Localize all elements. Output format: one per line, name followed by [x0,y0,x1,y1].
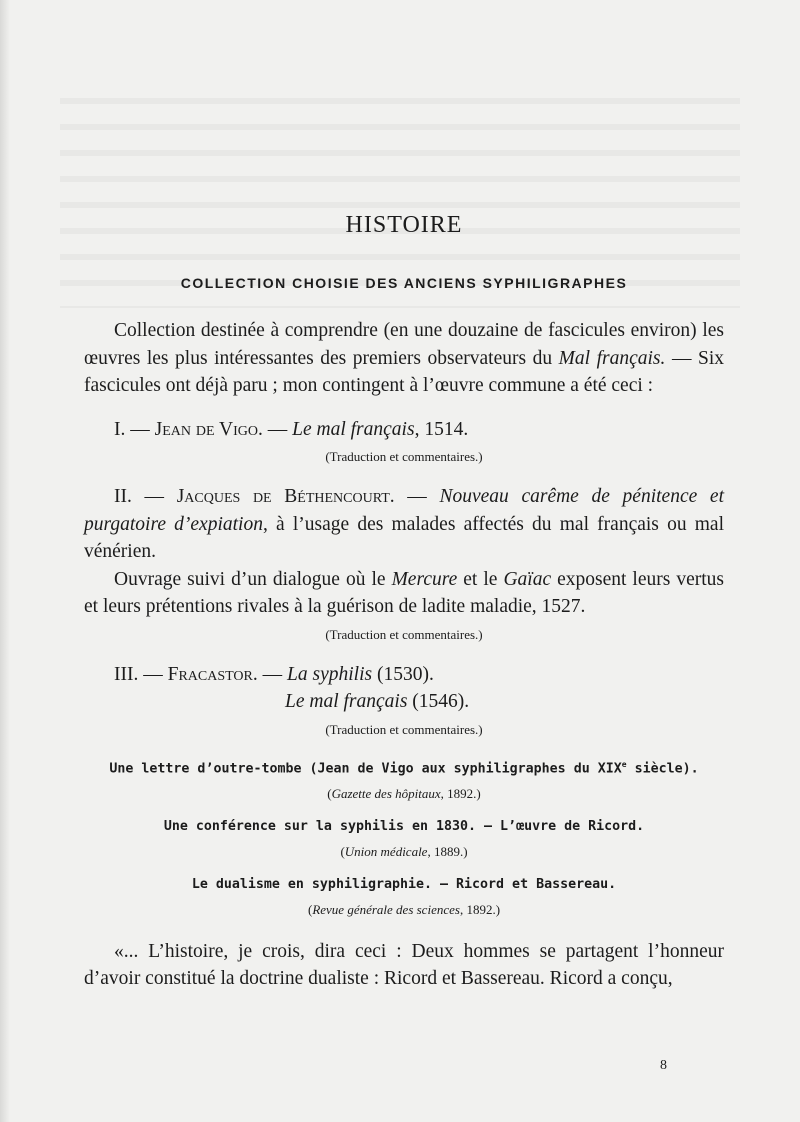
article-source-journal: Union médicale [344,843,428,859]
entry-note: (Traduction et commentaires.) [325,721,483,737]
article-source-year: , 1889.) [427,843,468,859]
entry-note: (Traduction et commentaires.) [325,626,483,642]
entry-author: Jean de Vigo [154,418,259,440]
entry-work-title: Le mal français [285,691,408,712]
intro-text: Collection destinée à comprendre (en une douzaine de fascicules environ) les œuvres les plus intéressantes des premiers observateurs du [84,320,724,369]
entry-numeral: I. — [114,418,155,440]
entry-1 [84,416,724,444]
intro-paragraph [84,317,724,400]
section-title: HISTOIRE [345,212,463,238]
article-title-text-end: siècle). [626,760,699,776]
intro-text-end: — Six fascicules ont déjà paru ; mon contingent à l’œuvre commune a été ceci : [84,347,724,396]
entry-note: (Traduction et commentaires.) [325,449,483,464]
entry-italic-gaiac: Gaïac [503,568,552,590]
article-source-2: (Union médicale, 1889.) [340,843,468,859]
entry-3-line-2 [84,688,724,716]
entry-separator: . — [389,486,440,507]
article-source-1: (Gazette des hôpitaux, 1892.) [327,785,481,801]
entry-tail: (1546). [407,691,470,712]
entry-tail: (1530). [372,663,434,685]
page-binding-edge [0,0,10,1122]
page-number: 8 [660,1058,667,1073]
article-title-sup: e [621,759,627,769]
entry-text: exposent leurs vertus et leurs prétentions rivales à la guérison de ladite maladie, 1527. [84,568,724,617]
page-content [84,205,724,993]
quote-paragraph: «... L’histoire, je crois, dira ceci : Deux hommes se partagent l’honneur d’avoir constitué la doctrine dualiste : Ricord et Bassereau. Ricord a conçu, [84,940,724,990]
entry-author: Jacques de Béthencourt [176,486,390,507]
intro-italic: Mal français. [558,347,666,369]
article-source-journal: Revue générale des sciences [312,901,460,917]
entry-2 [84,483,724,566]
entry-work-title: La syphilis [287,663,373,685]
entry-text: Ouvrage suivi d’un dialogue où le [114,568,392,590]
entry-2-paragraph-2 [84,566,724,621]
article-title-2: Une conférence sur la syphilis en 1830. — L’œuvre de Ricord. [163,818,645,834]
entry-3 [84,661,724,689]
entry-author: Fracastor [167,663,253,685]
entry-tail: , à l’usage des malades affectés du mal français ou mal vénérien. [84,513,724,562]
article-source-year: , 1892.) [459,901,501,917]
entry-tail: , 1514. [414,418,469,440]
entry-separator: . — [252,663,288,685]
article-title-1 [84,754,724,780]
article-source-3: (Revue générale des sciences, 1892.) [307,901,501,917]
entry-text: et le [457,568,504,590]
article-source-year: , 1892.) [440,785,481,801]
entry-numeral: III. — [114,663,168,685]
section-subtitle: COLLECTION CHOISIE DES ANCIENS SYPHILIGRAPHES [180,275,628,291]
entry-numeral: II. — [114,486,177,507]
article-title-text: Une lettre d’outre-tombe (Jean de Vigo aux syphiligraphes du XIX [109,760,622,776]
entry-work-title: Le mal français [292,418,415,440]
entry-work-title: Nouveau carême de pénitence et purgatoire d’expiation [84,486,724,535]
article-source-journal: Gazette des hôpitaux [331,785,441,801]
article-title-3: Le dualisme en syphiligraphie. — Ricord et Bassereau. [191,876,617,892]
entry-separator: . — [258,418,293,440]
entry-italic-mercure: Mercure [391,568,458,590]
